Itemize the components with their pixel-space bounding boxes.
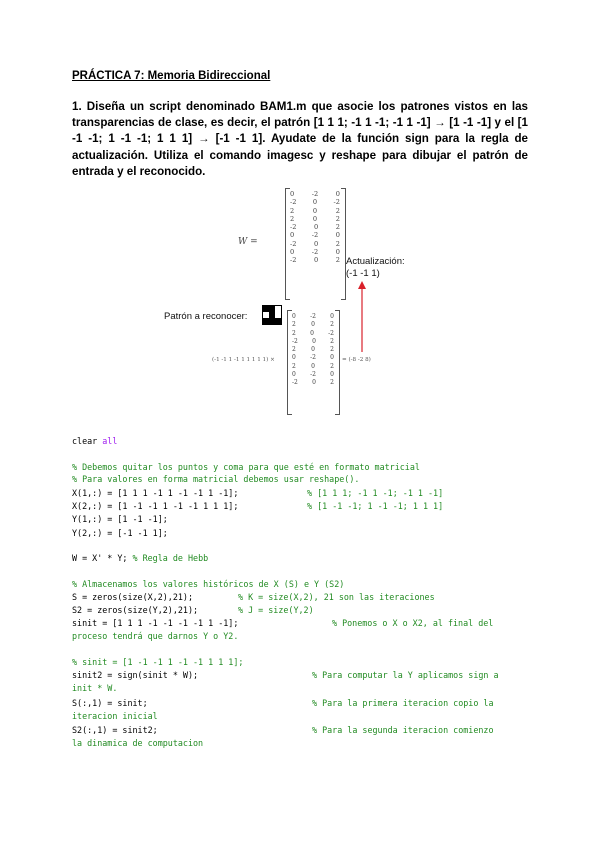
bam-figure xyxy=(150,180,430,420)
code-sinit: sinit = [1 1 1 -1 -1 -1 -1 1 -1]; xyxy=(72,618,239,628)
w-matrix-cell: -2 xyxy=(290,223,297,232)
comment-sinit-2: proceso tendrá que darnos Y o Y2. xyxy=(72,631,239,641)
code-y2: Y(2,:) = [-1 -1 1]; xyxy=(72,528,168,538)
practice-title: PRÁCTICA 7: Memoria Bidireccional xyxy=(72,70,271,82)
comment-s21-2: la dinamica de computacion xyxy=(72,738,204,748)
w-matrix-cell: 0 xyxy=(335,190,340,198)
comment-hebb: % Regla de Hebb xyxy=(132,553,209,563)
comment-2: % Para valores en forma matricial debemos usar reshape(). xyxy=(72,474,360,484)
w-matrix-cell: -2 xyxy=(311,248,319,257)
matrix2-right-bracket xyxy=(335,310,340,415)
matrix2-cell: -2 xyxy=(328,329,334,337)
w-matrix xyxy=(290,190,340,265)
code-s21: S2(:,1) = sinit2; xyxy=(72,725,158,735)
matrix2-cell: 2 xyxy=(330,362,334,370)
comment-s: % K = size(X,2), 21 son las iteraciones xyxy=(238,592,435,602)
matrix2-cell: 2 xyxy=(330,346,334,354)
comment-s21-1: % Para la segunda iteracion comienzo xyxy=(312,725,494,735)
matrix2-cell: 0 xyxy=(311,362,315,370)
matrix2-cell: 2 xyxy=(330,337,334,345)
w-matrix-cell: -2 xyxy=(333,198,340,207)
w-matrix-cell: 0 xyxy=(312,198,318,207)
pattern-label: Patrón a reconocer: xyxy=(164,311,248,322)
matrix2-cell: -2 xyxy=(310,371,316,379)
code-s: S = zeros(size(X,2),21); xyxy=(72,592,194,602)
matrix2-cell: 2 xyxy=(292,346,296,354)
matrix2-cell: 0 xyxy=(292,313,296,320)
w-matrix-row xyxy=(290,207,340,215)
comment-x2: % [1 -1 -1; 1 -1 -1; 1 1 1] xyxy=(307,501,444,511)
matrix2-row xyxy=(292,363,334,371)
w-matrix-cell: 2 xyxy=(290,206,295,215)
comment-s2: % J = size(Y,2) xyxy=(238,605,314,615)
w-matrix-row xyxy=(290,256,340,264)
w-matrix-cell: 0 xyxy=(335,231,340,240)
matrix-2 xyxy=(292,313,334,388)
w-matrix-row xyxy=(290,231,340,239)
code-s2: S2 = zeros(size(Y,2),21); xyxy=(72,605,199,615)
w-matrix-cell: 0 xyxy=(312,206,318,215)
matrix2-cell: -2 xyxy=(292,379,298,387)
matrix2-row xyxy=(292,379,334,387)
matrix2-row xyxy=(292,321,334,329)
w-matrix-right-bracket xyxy=(341,188,346,300)
exercise-text: 1. Diseña un script denominado BAM1.m que asocie los patrones vistos en las transparencias de clase, es decir, el patrón [1 1 1; -1 1 -1; -1 1 -1] → [1 -1 -1] y el [1 -1 -1; 1 -1 -1; 1 1 1] → [-1 -1 1]. Ayudate de la función sign para la regla de actualización. Utiliza el comando imagesc y reshape para dibujar el patrón de entrada y el reconocido. xyxy=(72,100,528,178)
w-matrix-cell: 0 xyxy=(314,256,319,265)
matrix2-row xyxy=(292,354,334,362)
w-matrix-cell: -2 xyxy=(311,190,319,198)
w-matrix-cell: 2 xyxy=(335,256,340,265)
w-matrix-row xyxy=(290,198,340,206)
w-matrix-row xyxy=(290,215,340,223)
matrix2-cell: -2 xyxy=(310,313,316,320)
w-matrix-cell: 0 xyxy=(290,190,295,198)
clear-arg: all xyxy=(102,436,118,446)
w-matrix-cell: 2 xyxy=(335,239,340,248)
comment-1: % Debemos quitar los puntos y coma para que esté en formato matricial xyxy=(72,462,420,472)
comment-x1: % [1 1 1; -1 1 -1; -1 1 -1] xyxy=(307,488,444,498)
matrix2-cell: -2 xyxy=(310,354,316,362)
code-w xyxy=(72,553,208,564)
matrix2-cell: 0 xyxy=(330,371,334,379)
update-annotation xyxy=(346,256,405,280)
w-matrix-cell: -2 xyxy=(290,256,297,265)
w-matrix-cell: 0 xyxy=(290,231,295,240)
matrix2-cell: 0 xyxy=(311,346,315,354)
w-matrix-cell: -2 xyxy=(290,198,297,207)
matrix2-cell: 2 xyxy=(292,362,296,370)
matrix2-row xyxy=(292,346,334,354)
matrix2-row xyxy=(292,338,334,346)
red-arrow xyxy=(356,280,368,354)
matrix2-cell: -2 xyxy=(292,337,298,345)
matrix2-cell: 2 xyxy=(292,329,296,337)
comment-3: % Almacenamos los valores históricos de X (S) e Y (S2) xyxy=(72,579,345,589)
matrix2-cell: 2 xyxy=(330,379,334,387)
w-matrix-row xyxy=(290,223,340,231)
matrix2-cell: 0 xyxy=(311,321,315,329)
clear-command: clear xyxy=(72,436,103,446)
matrix2-row xyxy=(292,371,334,379)
matrix2-cell: 0 xyxy=(292,354,296,362)
code-y1: Y(1,:) = [1 -1 -1]; xyxy=(72,514,168,524)
code-s1: S(:,1) = sinit; xyxy=(72,698,148,708)
pattern-thumbnail xyxy=(262,305,282,325)
w-matrix-row xyxy=(290,248,340,256)
matrix2-cell: 0 xyxy=(330,313,334,320)
matrix2-cell: 2 xyxy=(292,321,296,329)
w-matrix-cell: 0 xyxy=(290,248,295,257)
w-matrix-row xyxy=(290,190,340,198)
input-vector: (-1 -1 1 -1 1 1 1 1 1) × xyxy=(212,357,275,363)
w-matrix-cell: 0 xyxy=(314,223,319,232)
code-x2: X(2,:) = [1 -1 -1 1 -1 -1 1 1 1]; xyxy=(72,501,239,511)
w-label: W = xyxy=(238,237,258,247)
matrix2-cell: 0 xyxy=(330,354,334,362)
matrix2-row xyxy=(292,330,334,338)
w-assign: W = X' * Y; xyxy=(72,553,133,563)
matrix2-cell: 0 xyxy=(310,329,314,337)
update-value: (-1 -1 1) xyxy=(346,268,380,279)
code-sinit2: sinit2 = sign(sinit * W); xyxy=(72,670,199,680)
w-matrix-cell: 2 xyxy=(335,214,340,223)
result-vector: = (-8 -2 8) xyxy=(342,357,371,363)
comment-4: % sinit = [1 -1 -1 1 -1 -1 1 1 1]; xyxy=(72,657,244,667)
w-matrix-cell: -2 xyxy=(290,239,297,248)
w-matrix-cell: 2 xyxy=(335,206,340,215)
w-matrix-row xyxy=(290,240,340,248)
code-clear xyxy=(72,436,117,447)
w-matrix-cell: 2 xyxy=(290,214,295,223)
comment-sinit2-2: init * W. xyxy=(72,683,118,693)
w-matrix-cell: -2 xyxy=(311,231,319,240)
comment-s1-1: % Para la primera iteracion copio la xyxy=(312,698,494,708)
matrix2-cell: 0 xyxy=(312,379,316,387)
w-matrix-cell: 2 xyxy=(335,223,340,232)
code-x1: X(1,:) = [1 1 1 -1 1 -1 -1 1 -1]; xyxy=(72,488,239,498)
exercise-statement xyxy=(72,99,528,180)
matrix2-cell: 0 xyxy=(312,337,316,345)
w-matrix-cell: 0 xyxy=(335,248,340,257)
comment-sinit-1: % Ponemos o X o X2, al final del xyxy=(332,618,494,628)
matrix2-row xyxy=(292,313,334,321)
matrix2-cell: 2 xyxy=(330,321,334,329)
matrix2-cell: 0 xyxy=(292,371,296,379)
update-label: Actualización: xyxy=(346,256,405,267)
comment-s1-2: iteracion inicial xyxy=(72,711,158,721)
comment-sinit2-1: % Para computar la Y aplicamos sign a xyxy=(312,670,499,680)
w-matrix-cell: 0 xyxy=(312,214,318,223)
w-matrix-cell: 0 xyxy=(314,239,319,248)
